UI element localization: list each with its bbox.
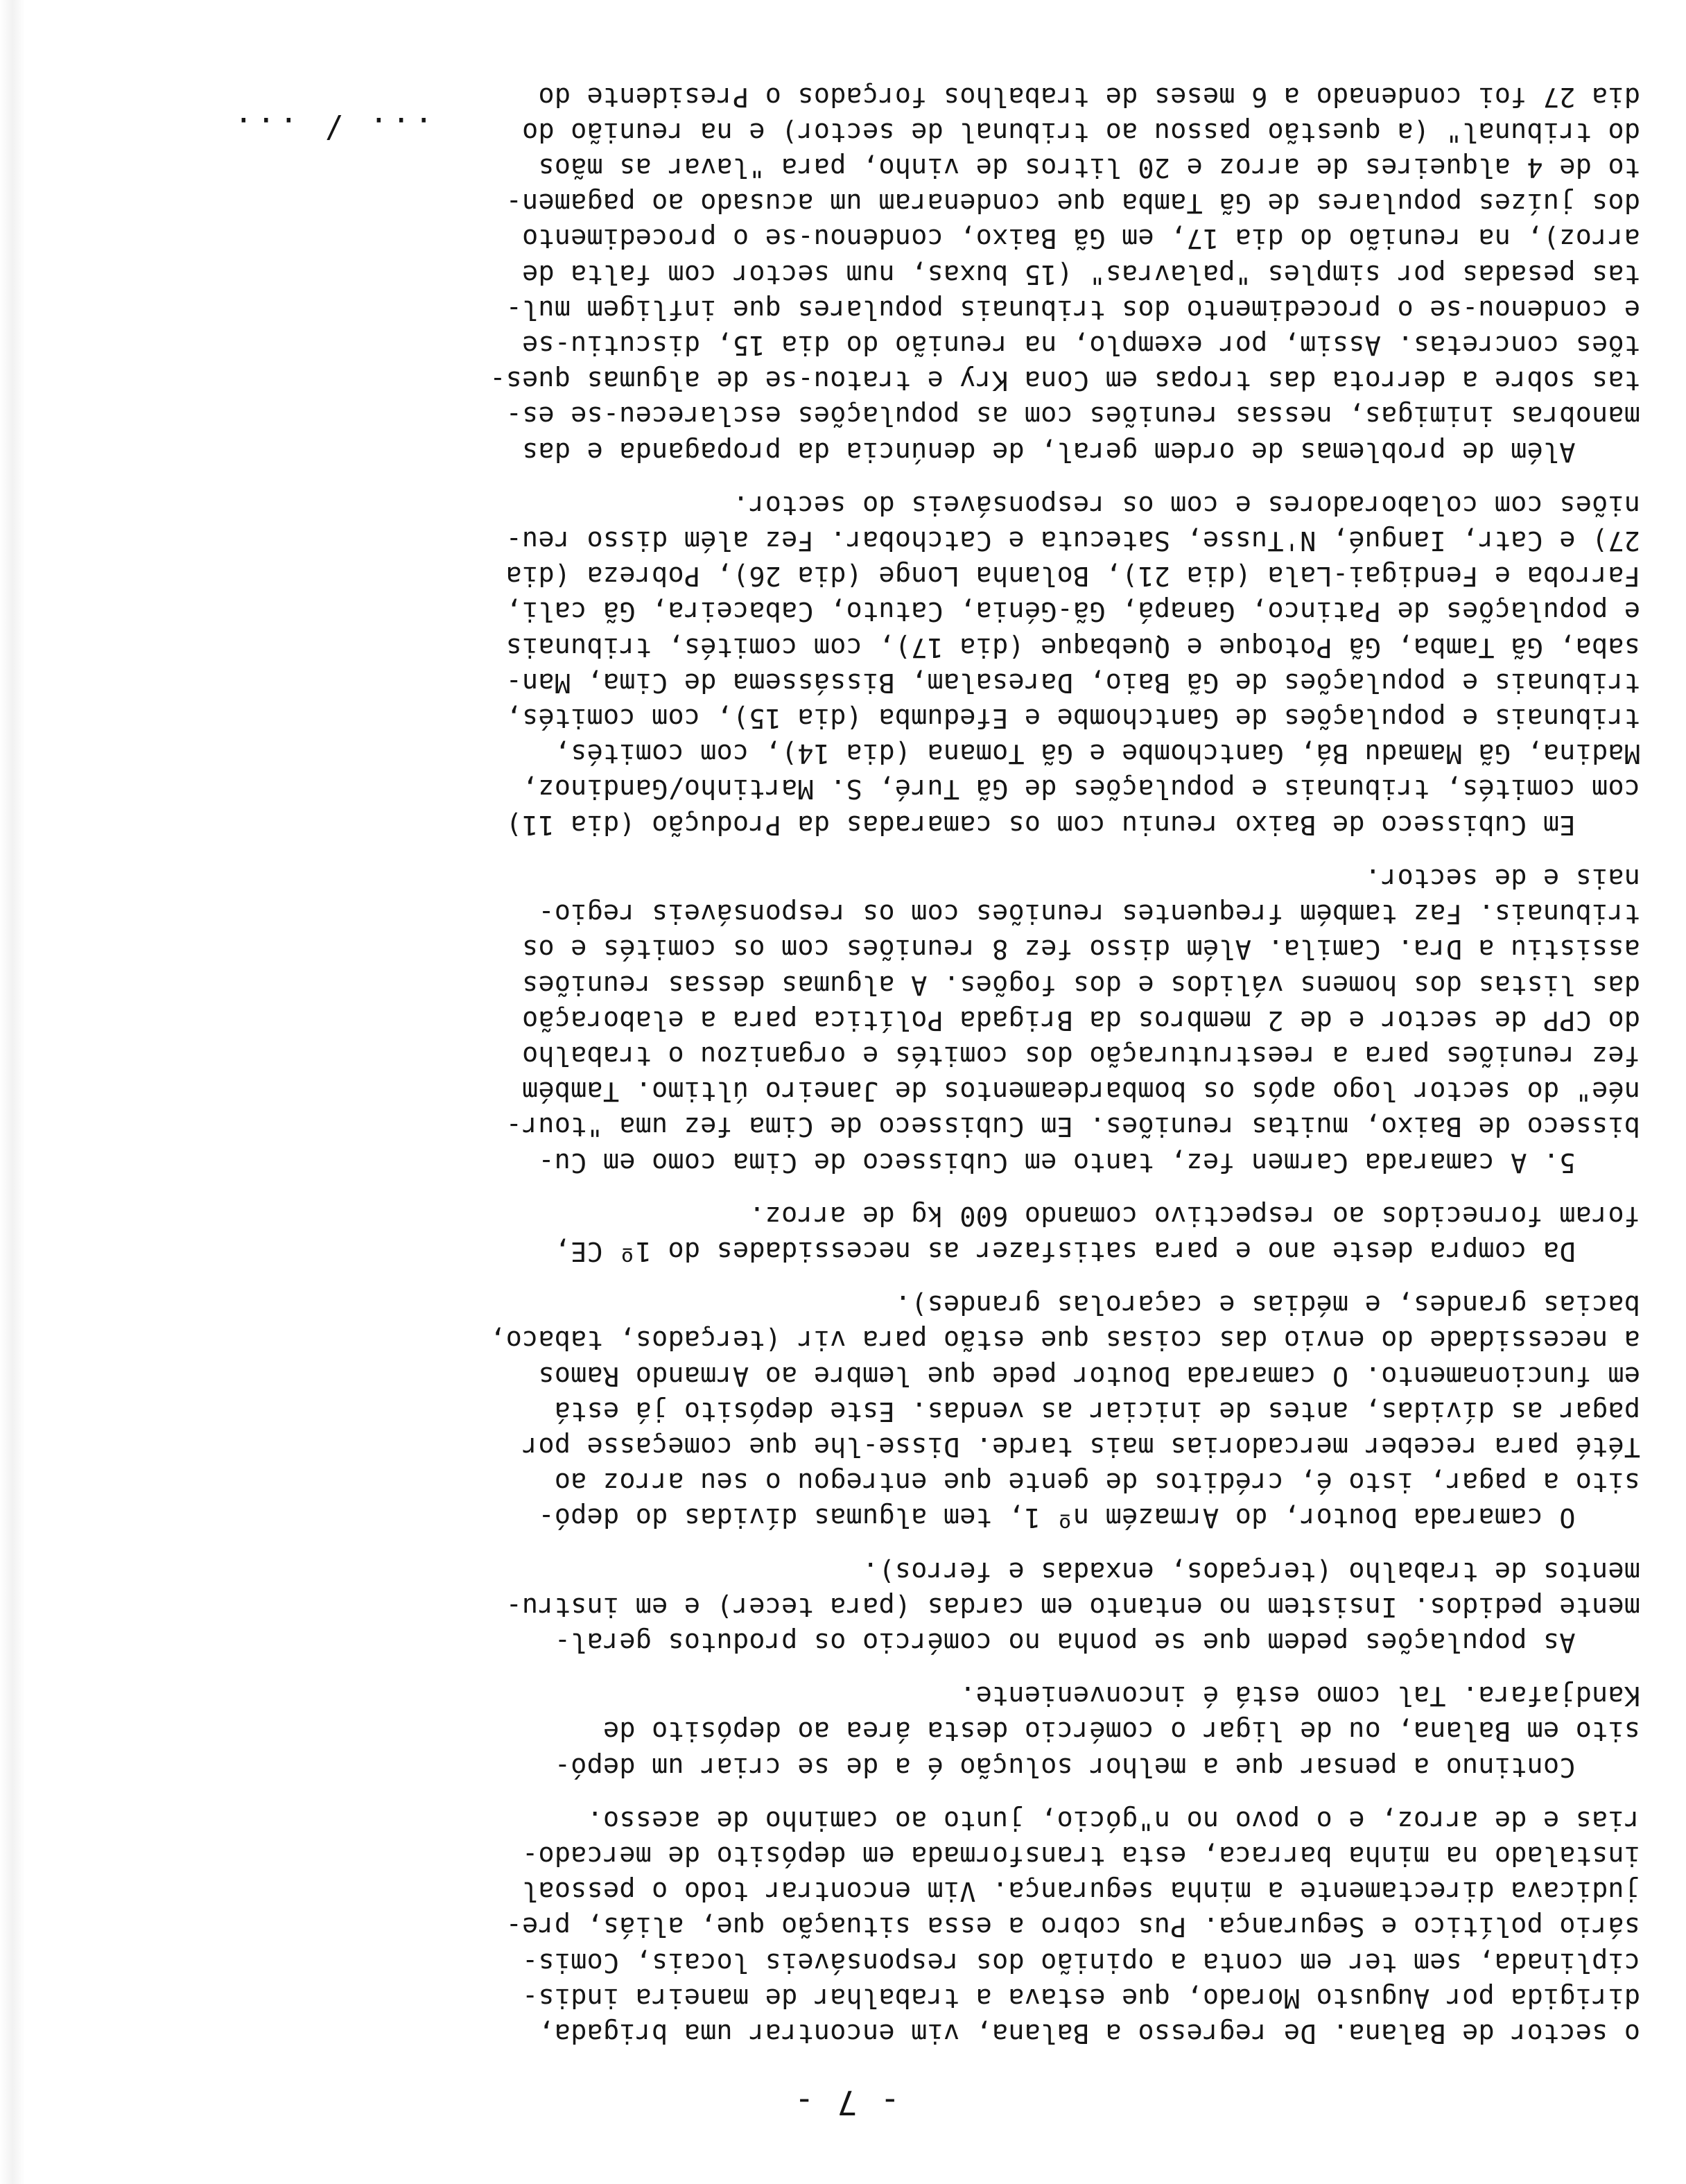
paragraph <box>53 487 1640 842</box>
text-line: nais e de sector. <box>1364 862 1640 894</box>
text-line: Madina, Gã Mamadu Bá, Gantchombe e Gã Tomana (dia 14), com comités, <box>554 738 1640 770</box>
text-line: sito a pagar, isto é, créditos de gente que entregou o seu arroz ao <box>554 1466 1640 1498</box>
text-line: tribunais. Faz também frequentes reuniões com os responsáveis regio- <box>538 898 1640 930</box>
text-line: com comités, tribunais e populações de Gã Turé, S. Martinho/Gandinoz, <box>521 773 1640 805</box>
text-line: O camarada Doutor, do Armazém nº 1, tem algumas dívidas do depó- <box>538 1502 1640 1534</box>
text-line: Tété para receber mercadorias mais tarde. Disse-lhe que começasse por <box>521 1430 1640 1462</box>
text-line: Farroba e Fendigai-Lala (dia 21), Bolanha Longe (dia 26), Pobreza (dia <box>505 560 1640 592</box>
text-line: do CPP de sector e de 2 membros da Brigada Política para a elaboração <box>521 1004 1640 1036</box>
text-line: manobras inimigas, nessas reuniões com as populações esclareceu-se es- <box>505 400 1640 432</box>
text-line: tas pesadas por simples "palavras" (15 buxas, num sector com falta de <box>521 258 1640 290</box>
text-line: née" do sector logo após os bombardeamentos de Janeiro último. Também <box>521 1075 1640 1107</box>
text-line: niões com colaboradores e com os responsáveis do sector. <box>732 489 1640 521</box>
text-line: e condenou-se o procedimento dos tribunais populares que infligem mul- <box>505 293 1640 325</box>
paragraph <box>53 860 1640 1180</box>
text-line: As populações pedem que se ponha no comércio os produtos geral- <box>554 1626 1640 1658</box>
text-line: mente pedidos. Insistem no entanto em cardas (para tecer) e em instru- <box>505 1591 1640 1622</box>
text-line: dia 27 foi condenado a 6 meses de trabalhos forçados o Presidente do <box>538 80 1640 112</box>
text-line: tribunais e populações de Gã Baio, Daresalam, Bissássema de Cima, Man- <box>505 666 1640 698</box>
page-number: - 7 - <box>792 2083 901 2122</box>
text-line: Em Cubisseco de Baixo reuniu com os camaradas da Produção (dia 11) <box>505 808 1640 840</box>
paragraph <box>53 1678 1640 1785</box>
text-line: to de 4 alqueires de arroz e 20 litros de vinho, para "lavar as mãos <box>538 152 1640 184</box>
text-line: tas sobre a derrota das tropas em Cona Kry e tratou-se de algumas ques- <box>489 365 1640 397</box>
text-line: sário político e Segurança. Pus cobro a essa situação que, aliás, pre- <box>505 1911 1640 1943</box>
paragraph-list <box>53 78 1640 2051</box>
text-line: Além de problemas de ordem geral, de denúncia da propaganda e das <box>521 435 1640 467</box>
text-line: ciplinada, sem ter em conta a opinião dos responsáveis locais, Comis- <box>521 1946 1640 1978</box>
text-line: do tribunal" (a questão passou ao tribunal de sector) e na reunião do <box>521 116 1640 148</box>
text-line: Da compra deste ano e para satisfazer as necessidades do 1º CE, <box>554 1235 1640 1267</box>
text-line: e populações de Patinco, Ganapá, Gã-Génia, Catuto, Cabaceira, Gã cali, <box>505 596 1640 627</box>
text-line: Continuo a pensar que a melhor solução é a de se criar um depó- <box>554 1751 1640 1783</box>
text-line: bacias grandes, e médias e caçarolas grandes). <box>894 1289 1640 1321</box>
text-line: em funcionamento. O camarada Doutor pede que lembre ao Armando Ramos <box>538 1360 1640 1392</box>
text-line: pagar as dívidas, antes de iniciar as vendas. Este depósito já está <box>554 1395 1640 1427</box>
text-line: tões concretas. Assim, por exemplo, na reunião do dia 15, discutiu-se <box>521 329 1640 361</box>
text-line: tribunais e populações de Gantchombe e Efedumba (dia 15), com comités, <box>505 702 1640 734</box>
paragraph <box>53 1198 1640 1269</box>
page-body <box>53 60 1640 2123</box>
text-line: mentos de trabalho (terçados, enxadas e ferros). <box>862 1555 1640 1587</box>
text-line: rias e de arroz, e o povo no n"gócio, junto ao caminho de acesso. <box>586 1804 1640 1836</box>
text-line: assistiu a Dra. Camila. Além disso fez 8 reuniões com os comités e os <box>521 933 1640 965</box>
text-line: saba, Gã Tamba, Gã Potoque e Quebaque (dia 17), com comités, tribunais <box>505 631 1640 663</box>
paragraph <box>53 1803 1640 2051</box>
text-line: das listas dos homens válidos e dos fogões. A algumas dessas reuniões <box>521 969 1640 1000</box>
text-line: dirigida por Augusto Morado, que estava a trabalhar de maneira indis- <box>521 1982 1640 2013</box>
text-line: fez reuniões para a reestruturação dos comités e organizou o trabalho <box>521 1039 1640 1071</box>
text-line: sito em Balana, ou de ligar o comércio desta área ao depósito de <box>602 1715 1640 1747</box>
text-line: arroz), na reunião do dia 17, em Gã Baixo, condenou-se o procedimento <box>521 223 1640 254</box>
text-line: 5. A camarada Carmen fez, tanto em Cubisseco de Cima como em Cu- <box>538 1146 1640 1178</box>
text-line: judicava directamente a minha segurança. Vim encontrar todo o pessoal <box>521 1875 1640 1907</box>
text-line: dos juízes populares de Gã Tamba que condenaram um acusado ao pagamen- <box>505 187 1640 219</box>
text-line: instalado na minha barraca, esta transformada em depósito de mercado- <box>521 1839 1640 1871</box>
text-line: a necessidade do envio das coisas que estão para vir (terçados, tabaco, <box>489 1324 1640 1356</box>
text-line: o sector de Balana. De regresso a Balana, vim encontrar uma brigada, <box>538 2018 1640 2049</box>
scan-edge-shadow <box>0 0 25 2184</box>
paragraph <box>53 1553 1640 1660</box>
paragraph <box>53 1287 1640 1535</box>
continuation-marker: ... / ... <box>230 110 433 146</box>
text-line: bisseco de Baixo, muitas reuniões. Em Cubisseco de Cima fez uma "tour- <box>505 1111 1640 1143</box>
text-line: 27) e Catr, Iangué, N'Tusse, Satecuta e Catchobar. Fez além disso reu- <box>505 525 1640 557</box>
text-line: Kandjafara. Tal como está é inconveniente. <box>959 1680 1640 1712</box>
text-line: foram fornecidos ao respectivo comando 600 kg de arroz. <box>749 1199 1640 1231</box>
